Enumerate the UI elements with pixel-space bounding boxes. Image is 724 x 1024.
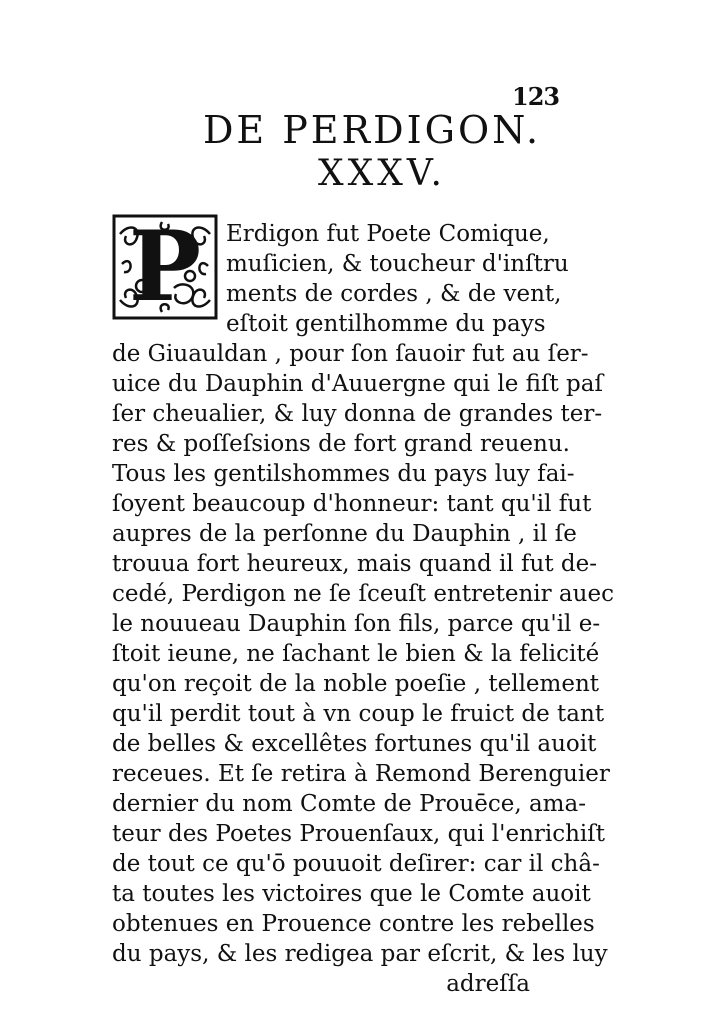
text-line: qu'il perdit tout à vn coup le fruict de tant	[112, 701, 605, 727]
drop-cap-letter: P	[128, 214, 202, 320]
text-line: le nouueau Dauphin ſon fils, parce qu'il e-	[112, 611, 601, 637]
text-line: de tout ce qu'ō pouuoit deſirer: car il châ-	[112, 851, 600, 877]
page-number: 123	[512, 82, 560, 111]
catchword: adreſſa	[446, 971, 530, 997]
text-line: uice du Dauphin d'Auuergne qui le fiſt paſ	[112, 371, 603, 397]
text-line: eſtoit gentilhomme du pays	[226, 311, 546, 337]
text-line: aupres de la perſonne du Dauphin , il ſe	[112, 521, 577, 547]
text-line: cedé, Perdigon ne ſe ſceuſt entretenir auec	[112, 581, 614, 607]
text-line: qu'on reçoit de la noble poeſie , tellement	[112, 671, 600, 697]
text-line: ſoyent beaucoup d'honneur: tant qu'il fut	[112, 491, 592, 517]
text-line: dernier du nom Comte de Prouēce, ama-	[112, 791, 586, 817]
text-line: receues. Et ſe retira à Remond Berenguier	[112, 761, 610, 787]
chapter-number: XXXV.	[317, 153, 447, 194]
text-line: de Giuauldan , pour ſon ſauoir fut au ſer-	[112, 341, 589, 367]
text-line: du pays, & les redigea par eſcrit, & les luy	[112, 941, 608, 967]
ornamental-initial-icon	[112, 214, 218, 320]
text-line: ta toutes les victoires que le Comte auoit	[112, 881, 591, 907]
text-line: muſicien, & toucheur d'inſtru	[226, 251, 569, 277]
text-line: ſtoit ieune, ne ſachant le bien & la felicité	[112, 641, 600, 667]
text-line: Tous les gentilshommes du pays luy fai-	[112, 461, 575, 487]
drop-cap-ornament	[112, 214, 218, 320]
text-line: de belles & excellêtes fortunes qu'il auoit	[112, 731, 597, 757]
text-line: ſer cheualier, & luy donna de grandes ter-	[112, 401, 603, 427]
text-line: trouua fort heureux, mais quand il fut de-	[112, 551, 597, 577]
text-line: ments de cordes , & de vent,	[226, 281, 562, 307]
page-title: DE PERDIGON.	[202, 108, 542, 152]
text-line: teur des Poetes Prouenſaux, qui l'enrichiſt	[112, 821, 606, 847]
text-line: Erdigon fut Poete Comique,	[226, 221, 550, 247]
text-line: res & poſſeſsions de fort grand reuenu.	[112, 431, 570, 457]
text-line: obtenues en Prouence contre les rebelles	[112, 911, 595, 937]
